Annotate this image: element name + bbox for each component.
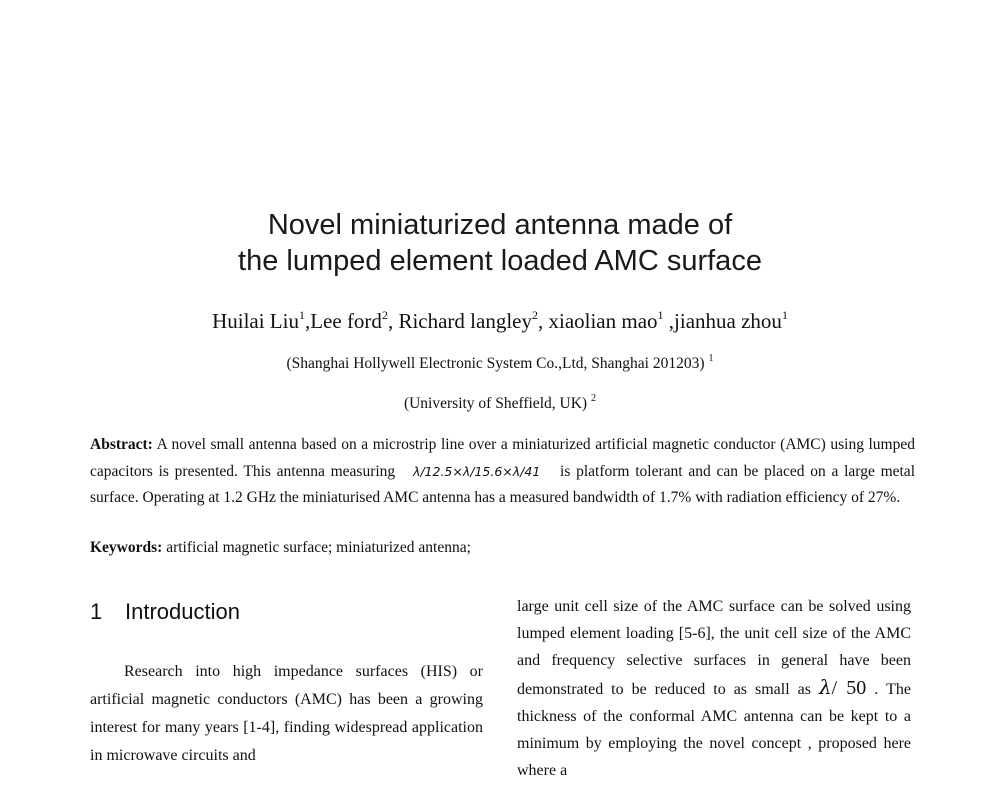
title-line-1: Novel miniaturized antenna made of [267,209,733,241]
left-column-paragraph: Research into high impedance surfaces (HIS) or artificial magnetic conductors (AMC) has been a growing interest for many years [1-4], finding widespread application in microwave circuits and [90,663,483,764]
right-column-paragraph [517,594,912,779]
author-separator: , [304,309,311,333]
author-separator: , [537,309,549,333]
keywords-text: artificial magnetic surface; miniaturized antenna; [166,539,471,556]
author-affiliation-mark: 1 [781,308,788,322]
keywords-label: Keywords: [90,539,163,556]
lambda-ratio: / 50 [831,677,867,700]
abstract [90,432,915,512]
author-list [0,309,1000,334]
affiliation-mark: 1 [708,353,714,364]
dimension-formula: λ/12.5×λ/15.6×λ/41 [412,463,541,479]
section-number: 1 [90,599,103,624]
author-separator: , [663,309,675,333]
author-name: xiaolian mao [548,309,658,333]
affiliation-text: (University of Sheffield, UK) [403,395,588,412]
affiliation-2 [0,395,1000,413]
affiliation-mark: 2 [591,393,597,404]
keywords [90,539,471,557]
section-title: Introduction [125,599,240,624]
lambda-symbol: λ [818,675,832,700]
abstract-text: A novel small antenna based on a microstrip line over a miniaturized artificial magnetic conductor (AMC) using lumped capacitors is presented. This antenna measuring [90,436,915,480]
author-affiliation-mark: 2 [531,308,538,322]
abstract-label: Abstract: [90,436,153,453]
author-name: Richard langley [398,309,532,333]
affiliation-text: (Shanghai Hollywell Electronic System Co.,Ltd, Shanghai 201203) [286,355,705,372]
author-name: Lee ford [310,309,382,333]
author-affiliation-mark: 1 [657,308,664,322]
author-affiliation-mark: 1 [298,308,305,322]
author-separator: , [387,309,399,333]
title-line-2: the lumped element loaded AMC surface [238,245,762,277]
author-name: jianhua zhou [674,309,782,333]
affiliation-1 [0,355,1000,373]
right-column-text-continued: . The thickness of the conformal AMC antenna can be kept to a minimum by employing the novel concept , proposed here where a [517,681,912,779]
abstract-text-continued: is platform tolerant and can be placed on a large metal surface. Operating at 1.2 GHz the miniaturised AMC antenna has a measured bandwidth of 1.7% with radiation efficiency of 27%. [90,462,915,506]
author-name: Huilai Liu [212,309,299,333]
right-column-text: large unit cell size of the AMC surface can be solved using lumped element loading [5-6], the unit cell size of the AMC and frequency selective surfaces in general have been demonstrated to be reduced to as small as [517,598,911,699]
author-affiliation-mark: 2 [381,308,388,322]
